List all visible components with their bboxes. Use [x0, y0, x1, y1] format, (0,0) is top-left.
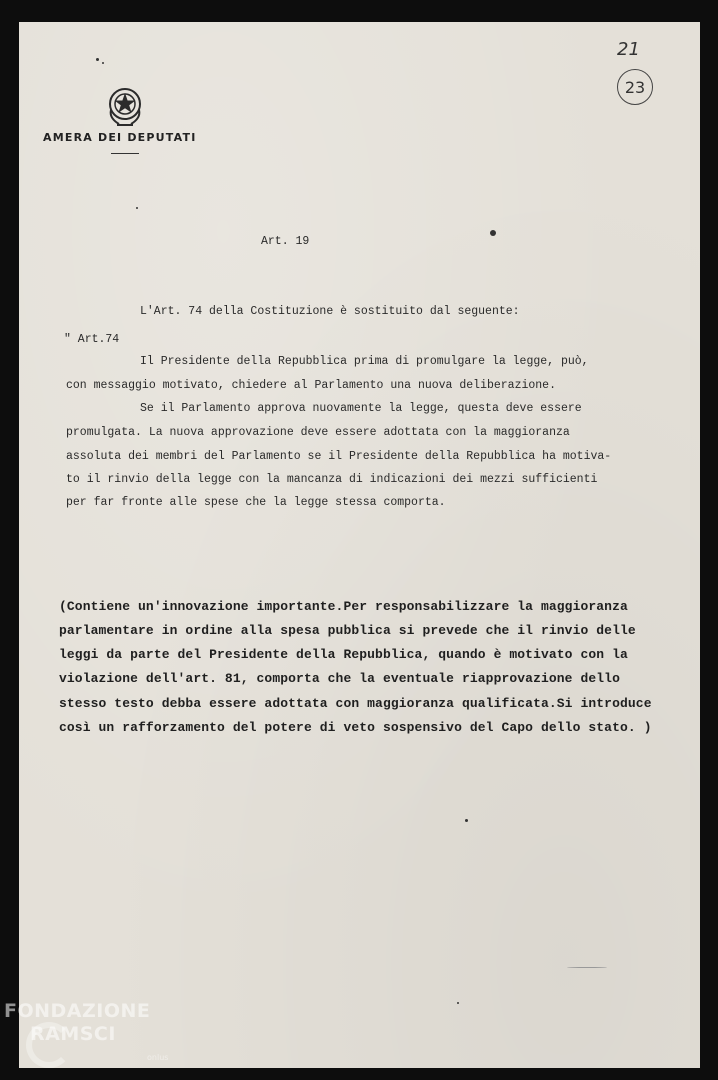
paper-speck	[136, 207, 138, 209]
paper-speck	[457, 1002, 459, 1004]
italian-republic-emblem-icon	[105, 84, 145, 128]
watermark	[4, 1002, 150, 1044]
article-line: promulgata. La nuova approvazione deve essere adottata con la maggioranza	[66, 426, 570, 439]
note-line: parlamentare in ordine alla spesa pubblica si prevede che il rinvio delle	[59, 623, 636, 638]
circled-page-number: 23	[617, 69, 653, 105]
paper-speck	[102, 62, 104, 64]
note-line: violazione dell'art. 81, comporta che la eventuale riapprovazione dello	[59, 671, 620, 686]
article-line: con messaggio motivato, chiedere al Parlamento una nuova deliberazione.	[66, 379, 556, 392]
article-heading: Art. 19	[261, 235, 310, 248]
watermark-suffix: onlus	[147, 1053, 169, 1062]
watermark-line2: RAMSCI	[30, 1023, 116, 1045]
header-divider	[111, 153, 139, 154]
handwritten-page-number: 21	[617, 39, 640, 60]
article-line: assoluta dei membri del Parlamento se il Presidente della Repubblica ha motiva-	[66, 450, 612, 463]
paper-speck	[96, 58, 99, 61]
document-page	[19, 22, 700, 1068]
note-line: stesso testo debba essere adottata con maggioranza qualificata.Si introduce	[59, 696, 652, 711]
article-line: to il rinvio della legge con la mancanza di indicazioni dei mezzi sufficienti	[66, 473, 598, 486]
article-line: Se il Parlamento approva nuovamente la legge, questa deve essere	[140, 402, 582, 415]
article-line: " Art.74	[64, 333, 120, 346]
institution-header: AMERA DEI DEPUTATI	[43, 131, 197, 144]
paper-streak	[567, 967, 607, 968]
article-line: per far fronte alle spese che la legge stessa comporta.	[66, 496, 446, 509]
note-line: (Contiene un'innovazione importante.Per responsabilizzare la maggioranza	[59, 599, 628, 614]
article-line: Il Presidente della Repubblica prima di promulgare la legge, può,	[140, 355, 589, 368]
note-line: leggi da parte del Presidente della Repubblica, quando è motivato con la	[59, 647, 628, 662]
watermark-line1: FONDAZIONE	[4, 1000, 151, 1022]
paper-speck	[465, 819, 468, 822]
paper-speck	[490, 230, 496, 236]
note-line: così un rafforzamento del potere di veto sospensivo del Capo dello stato. )	[59, 720, 652, 735]
article-line: L'Art. 74 della Costituzione è sostituito dal seguente:	[140, 305, 520, 318]
